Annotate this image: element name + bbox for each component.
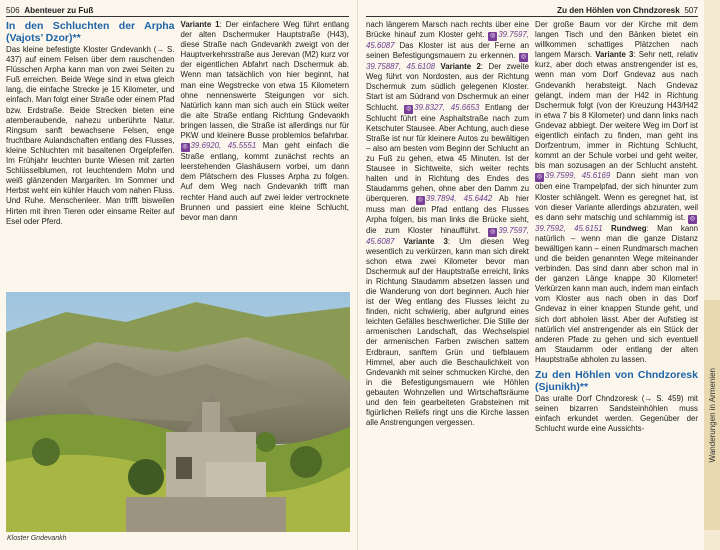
right-col-2 xyxy=(535,20,698,434)
gps-coordinate[interactable]: ◎ 39.7597, 45.6087 xyxy=(366,30,529,51)
gps-coordinate[interactable]: ◎39.75887, 45.6108 xyxy=(366,54,527,72)
section-title: In den Schluchten der Arpha (Vajots’ Dzor)** xyxy=(6,20,175,44)
paragraph-text: : Sehr nett, relativ kurz, aber doch etwas anstrengender ist es, wenn man vom Dorf Gndevaz aus nach Gndevankh herabsteigt. Nach Gndevaz gelangt, indem man der H42 in Richtung Dschermuk folgt (von der Kreuzung H43/H42 in etwa 7 bis 8 Kilometer) und dann links nach Gndevaz abbiegt. Der weitere Weg im Dorf ist eigentlich einfach zu finden, man geht ins Dorfzentrum, immer in Richtung Schlucht, kommt an der Schule vorbei und geht weiter, bis man sozusagen an der Schlucht ansteht. xyxy=(535,50,698,171)
paragraph-text: Das Kloster ist aus der Ferne an seinen Befestigungsmauern zu erkennen. xyxy=(366,41,529,61)
rundweg-label: Rundweg xyxy=(611,223,647,233)
right-col-1 xyxy=(366,20,529,434)
left-col-2 xyxy=(181,20,350,227)
left-page-number: 506 xyxy=(6,6,20,15)
paragraph-text: Der große Baum vor der Kirche mit dem langen Tisch und den Bänken bietet ein willkommen schattiges Plätzchen nach langem Marsch. xyxy=(535,20,698,60)
paragraph-text: Das uralte Dorf Chndzoresk (→ S. 459) mit seinen bizarren Sandsteinhöhlen muss einfach erkundet werden. Gegenüber der Schlucht wurde eine Aussichts- xyxy=(535,394,698,434)
gps-pin-icon: ◎ xyxy=(536,174,543,181)
gps-coordinate[interactable]: ◎ 39.6920, 45.5551 xyxy=(182,141,257,151)
gps-coordinate[interactable]: ◎ 39.7597, 45.6087 xyxy=(366,225,529,246)
paragraph-text: : Der zweite Weg führt von Nordosten, aus der Richtung Dschermuk zum südlich gelegenen Kloster. Start ist am Südrand von Dschermuk an einer Schlucht. xyxy=(366,62,529,112)
gps-pin-icon: ◎ xyxy=(490,33,496,40)
variant-3-label: Variante 3 xyxy=(403,236,448,246)
gps-pin-icon: ◎ xyxy=(182,144,188,151)
gps-coordinate[interactable]: ◎ 39.7599, 45.6169 xyxy=(536,171,611,181)
left-page xyxy=(0,0,358,550)
gps-coordinate[interactable]: ◎39.7592, 45.6151 xyxy=(535,215,696,233)
right-page xyxy=(358,0,720,550)
photo-caption: Kloster Gndevankh xyxy=(7,535,67,542)
paragraph-text: Ab hier muss man dem Pfad entlang des Flusses Arpha folgen, bis man links die Brücke sieht, die zum Kloster hinaufführt. xyxy=(366,194,529,235)
variant-2-label: Variante 2 xyxy=(440,62,481,72)
paragraph-text: : Um diesen Weg wesentlich zu verkürzen, kann man sich direkt schon etwa zwei Kilometer bevor man Dschermuk auf der Hauptstraße erreicht, links in Richtung Staudamm absetzen lassen und die Wanderung von dort beginnen. Auch hier ist der Weg entlang des Flusses leicht zu finden, nicht schwierig, aber aufgrund eines leichten Gefälles beschwerlicher. Die Stille der armenischen Landschaft, das Wechselspiel der armenischen Farben zwischen sattem Erdbraun, sanftem Grün und tiefblauem Himmel, aber auch die Beschaulichkeit von Gndevankh mit seiner schmucken Kirche, den in die Befestigungsmauern wie Höhlen gebauten Wohnzellen und Wirtschaftsräume und den fein gearbeiteten Grabsteinen mit figürlichen Reliefs ringt uns die Kirche lassen alle Anstrengungen vergessen. xyxy=(366,236,529,428)
left-col-1 xyxy=(6,20,175,227)
intro-text: Das kleine befestigte Kloster Gndevankh (→ S. 437) auf einem Felsen über dem rauschenden Flüsschen Arpha kann man von zwei Seiten zu Fuß erreichen. Beide Wege sind in etwa gleich lang, die einfache Strecke je 15 Kilometer, und einfach. Man folgt einer Straße oder einem Pfad bzw. Erdstraße. Beide Strecken bieten eine atemberaubende, nahezu unberührte Natur. Ringsum sanft bewachsene Felsen, enge fruchtbare Aulandschaften entlang des Flusses, kleine Schluchten mit basaltenen Orgelpfeifen. Im Frühjahr leuchten bunte Wiesen mit zarten Schlüsselblumen, rot leuchtendem Mohn und weiß glänzenden Margariten. Im Sommer und Herbst weht ein kühler Hauch vom nahen Fluss. Und Ruhe. Menschenleer. Man trifft bisweilen Hirten mit ihren Tieren oder einsame Reiter auf Esel oder Pferd. xyxy=(6,45,175,226)
left-running-title: Abenteuer zu Fuß xyxy=(24,6,94,15)
paragraph-text: : Man kann natürlich – wenn man die ganze Distanz bewältigen kann – einen Rundmarsch machen und die beiden genannten Wege miteinander verbinden. Das sind dann aber schon mal in der ganzen Länge knappe 30 Kilometer! Verkürzen kann man auch, indem man einfach vom Kloster aus nach oben in das Dorf Gndevaz in einer knappen Stunde geht, und sich dort abholen lässt. Aber der Aufstieg ist natürlich viel anstrengender als ein Stück der anderen Pfade zu gehen und sich eventuell am Staudamm oder entlang der alten Hauptstraße abholen zu lassen. xyxy=(535,223,698,364)
paragraph-text: Dann sieht man von oben eine Trampelpfad, der sich hinunter zum Kloster schlängelt. Wenn es geregnet hat, ist von dieser Variante allerdings abzuraten, weil es dann sehr matschig und schlammig ist. xyxy=(535,171,699,222)
left-columns xyxy=(6,20,349,227)
gps-coordinate[interactable]: ◎ 39.7894, 45.6442 xyxy=(417,194,493,204)
right-page-number: 507 xyxy=(684,6,698,15)
section-title-2: Zu den Höhlen von Chndzoresk (Sjunikh)** xyxy=(535,369,698,393)
gps-pin-icon: ◎ xyxy=(417,197,423,204)
variant-3-label: Variante 3 xyxy=(595,50,634,60)
gps-coordinate[interactable]: ◎ 39.8327, 45.6653 xyxy=(406,102,480,112)
paragraph-text: nach längerem Marsch nach rechts über eine Brücke hinauf zum Kloster geht. xyxy=(366,20,529,40)
right-columns xyxy=(366,20,698,434)
chapter-tab-label: Wanderungen in Armenien xyxy=(707,367,717,463)
variant-1-label: Variante 1 xyxy=(180,20,220,29)
gps-pin-icon: ◎ xyxy=(689,215,696,222)
variant-1-text-cont: Man geht einfach die Straße entlang, kommt zunächst rechts an leerstehenden Glashäusern vorbei, um dann dem Plätschern des Flusses Arpha zu folgen. Auf dem Weg nach Gndevankh trifft man rechter Hand auch auf zwei leider vertrocknete Brunnen und passiert eine kleine Schlucht, bevor man dann xyxy=(180,141,350,222)
variant-1-text: : Der einfachere Weg führt entlang der alten Dschermuker Hauptstraße (H43), diese Straße nach Gndevankh zweigt von der Hauptverkehrsstraße aus Jerevan (M2) kurz vor der eigentlichen Abfahrt nach Dschermuk ab. Wenn man tatsächlich von hier beginnt, hat man eine Wegstrecke von etwa 15 Kilometern ohne nennenswerte Steigungen vor sich. Natürlich kann man sich auch ein Stück weiter die alte Straße entlang Richtung Gndevankh bringen lassen, die Straße ist allerdings nur für PKW und kleinere Busse problemlos befahrbar. xyxy=(180,20,349,141)
right-running-title: Zu den Höhlen von Chndzoresk xyxy=(556,6,680,15)
left-running-head xyxy=(6,6,349,17)
gps-pin-icon: ◎ xyxy=(490,228,496,235)
side-tab-strip xyxy=(704,0,720,550)
gps-pin-icon: ◎ xyxy=(520,54,527,61)
paragraph-text: Entlang der Schlucht führt eine Asphaltstraße nach zum Ketschuter Stausee. Aber Achtung, auch diese Straße ist nur für kleinere Autos zu bewältigen – also am besten vom Beginn der Schlucht an zu Fuß zu gehen, etwa 45 Minuten. Ist der Stausee in Sichtweite, sich weiter rechts halten und in Richtung des Endes des Staudamms gehen, ohne aber den Damm zu überqueren. xyxy=(366,102,529,204)
gps-pin-icon: ◎ xyxy=(406,105,412,112)
right-running-head xyxy=(366,6,698,17)
monastery-photo xyxy=(6,292,350,532)
chapter-tab[interactable] xyxy=(704,300,720,530)
